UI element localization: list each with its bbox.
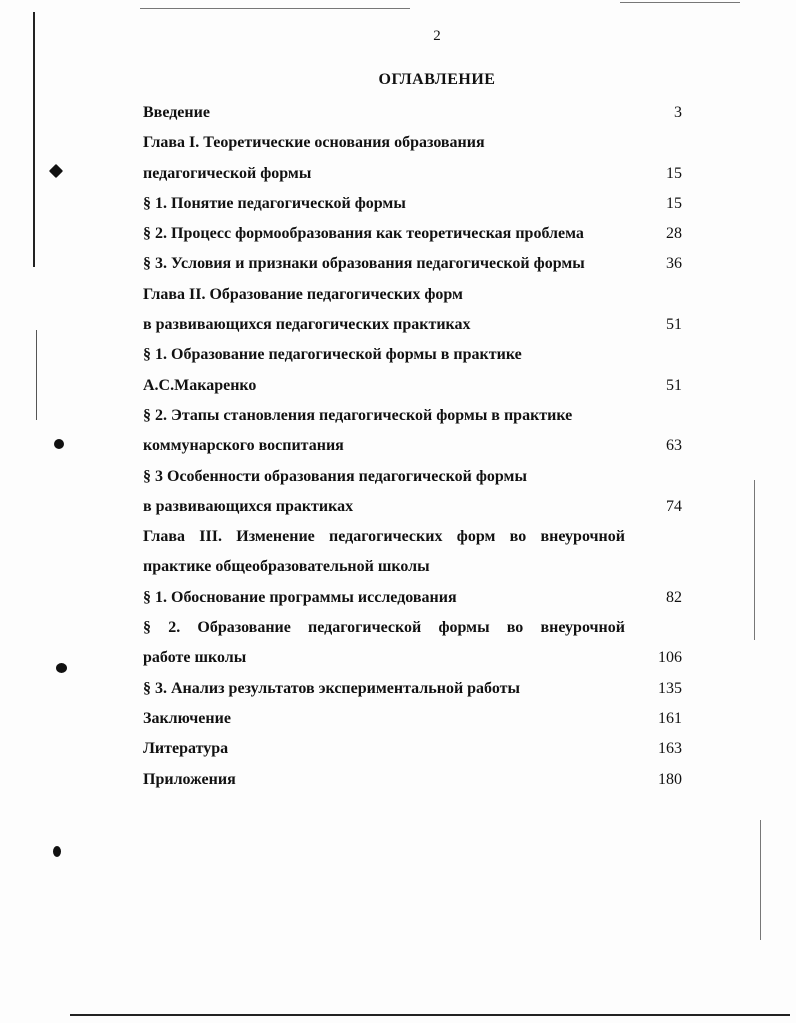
toc-entry-text: Глава III. Изменение педагогических форм во внеурочной	[143, 528, 625, 546]
scan-right-edge-line	[754, 480, 755, 640]
binding-hole-mark	[53, 846, 61, 857]
toc-entry	[143, 674, 688, 704]
toc-entry	[143, 765, 688, 795]
toc-entry-text: § 3. Анализ результатов экспериментальной работы	[143, 679, 520, 697]
scan-top-right-line	[620, 2, 740, 3]
toc-entry-text: § 3 Особенности образования педагогической формы	[143, 467, 527, 485]
toc-entry	[143, 310, 688, 340]
toc-entry-page: 106	[658, 649, 682, 667]
toc-entry	[143, 128, 688, 158]
toc-entry-text: Литература	[143, 740, 229, 758]
toc-entry	[143, 219, 688, 249]
binding-hole-mark	[54, 439, 64, 449]
toc-entry-page: 3	[674, 104, 682, 121]
toc-entry	[143, 522, 688, 552]
toc-entry-text: А.С.Макаренко	[143, 376, 257, 394]
toc-entry	[143, 643, 688, 673]
toc-entry	[143, 462, 688, 492]
toc-entry-page: 36	[666, 255, 682, 273]
toc-entry-page: 28	[666, 225, 682, 243]
toc-entry-page: 135	[658, 679, 682, 697]
toc-entry-text: практике общеобразовательной школы	[143, 558, 430, 576]
page-number: 2	[433, 28, 441, 44]
toc-entry-text: коммунарского воспитания	[143, 437, 344, 455]
toc-entry-text: Приложения	[143, 770, 236, 788]
toc-entry-page: 15	[666, 164, 682, 182]
toc-entry-page: 74	[666, 497, 682, 515]
toc-entry-page: 51	[666, 376, 682, 394]
toc-entry	[143, 340, 688, 370]
scan-right-edge-line-lower	[760, 820, 761, 940]
toc-entry-page: 161	[658, 709, 682, 727]
binding-hole-mark	[49, 164, 63, 178]
toc-entry-text: § 2. Этапы становления педагогической формы в практике	[143, 406, 573, 424]
toc-entry	[143, 371, 688, 401]
toc-entry	[143, 159, 688, 189]
toc-entry	[143, 401, 688, 431]
toc-entry-text: Заключение	[143, 709, 231, 727]
toc-entry-text: § 1. Понятие педагогической формы	[143, 194, 406, 212]
toc-entry	[143, 583, 688, 613]
toc-entry	[143, 431, 688, 461]
toc-title: ОГЛАВЛЕНИЕ	[378, 71, 496, 88]
toc-entry	[143, 492, 688, 522]
toc-entry	[143, 249, 688, 279]
toc-entry-page: 82	[666, 588, 682, 606]
toc-entry	[143, 704, 688, 734]
toc-entry-text: в развивающихся практиках	[143, 497, 354, 515]
toc-entry	[143, 734, 688, 764]
toc-entry	[143, 280, 688, 310]
toc-entry	[143, 189, 688, 219]
scan-left-border-line-lower	[36, 330, 37, 420]
scan-bottom-line	[70, 1014, 790, 1016]
toc-entry-text: педагогической формы	[143, 164, 312, 182]
toc-entry-page: 15	[666, 194, 682, 212]
toc-entry-text: § 3. Условия и признаки образования педагогической формы	[143, 255, 585, 273]
binding-hole-mark	[56, 663, 67, 673]
toc-entry	[143, 613, 688, 643]
toc-entry	[143, 98, 688, 128]
toc-entry-page: 180	[658, 770, 682, 788]
toc-entry-text: Введение	[143, 104, 210, 121]
toc-entry-text: работе школы	[143, 649, 247, 667]
toc-entry-text: § 2. Образование педагогической формы во внеурочной	[143, 619, 625, 637]
scan-left-border-line	[33, 12, 35, 267]
toc-entry-text: § 1. Образование педагогической формы в практике	[143, 346, 522, 364]
toc-entry-page: 51	[666, 316, 682, 334]
toc-entry-text: в развивающихся педагогических практиках	[143, 316, 471, 334]
table-of-contents	[143, 98, 688, 795]
toc-entry-text: Глава II. Образование педагогических форм	[143, 285, 463, 303]
toc-entry-text: Глава I. Теоретические основания образования	[143, 134, 485, 152]
toc-entry-text: § 1. Обоснование программы исследования	[143, 588, 457, 606]
scan-top-line	[140, 8, 410, 9]
toc-entry-page: 63	[666, 437, 682, 455]
toc-entry-page: 163	[658, 740, 682, 758]
toc-entry-text: § 2. Процесс формообразования как теоретическая проблема	[143, 225, 584, 243]
toc-entry	[143, 552, 688, 582]
